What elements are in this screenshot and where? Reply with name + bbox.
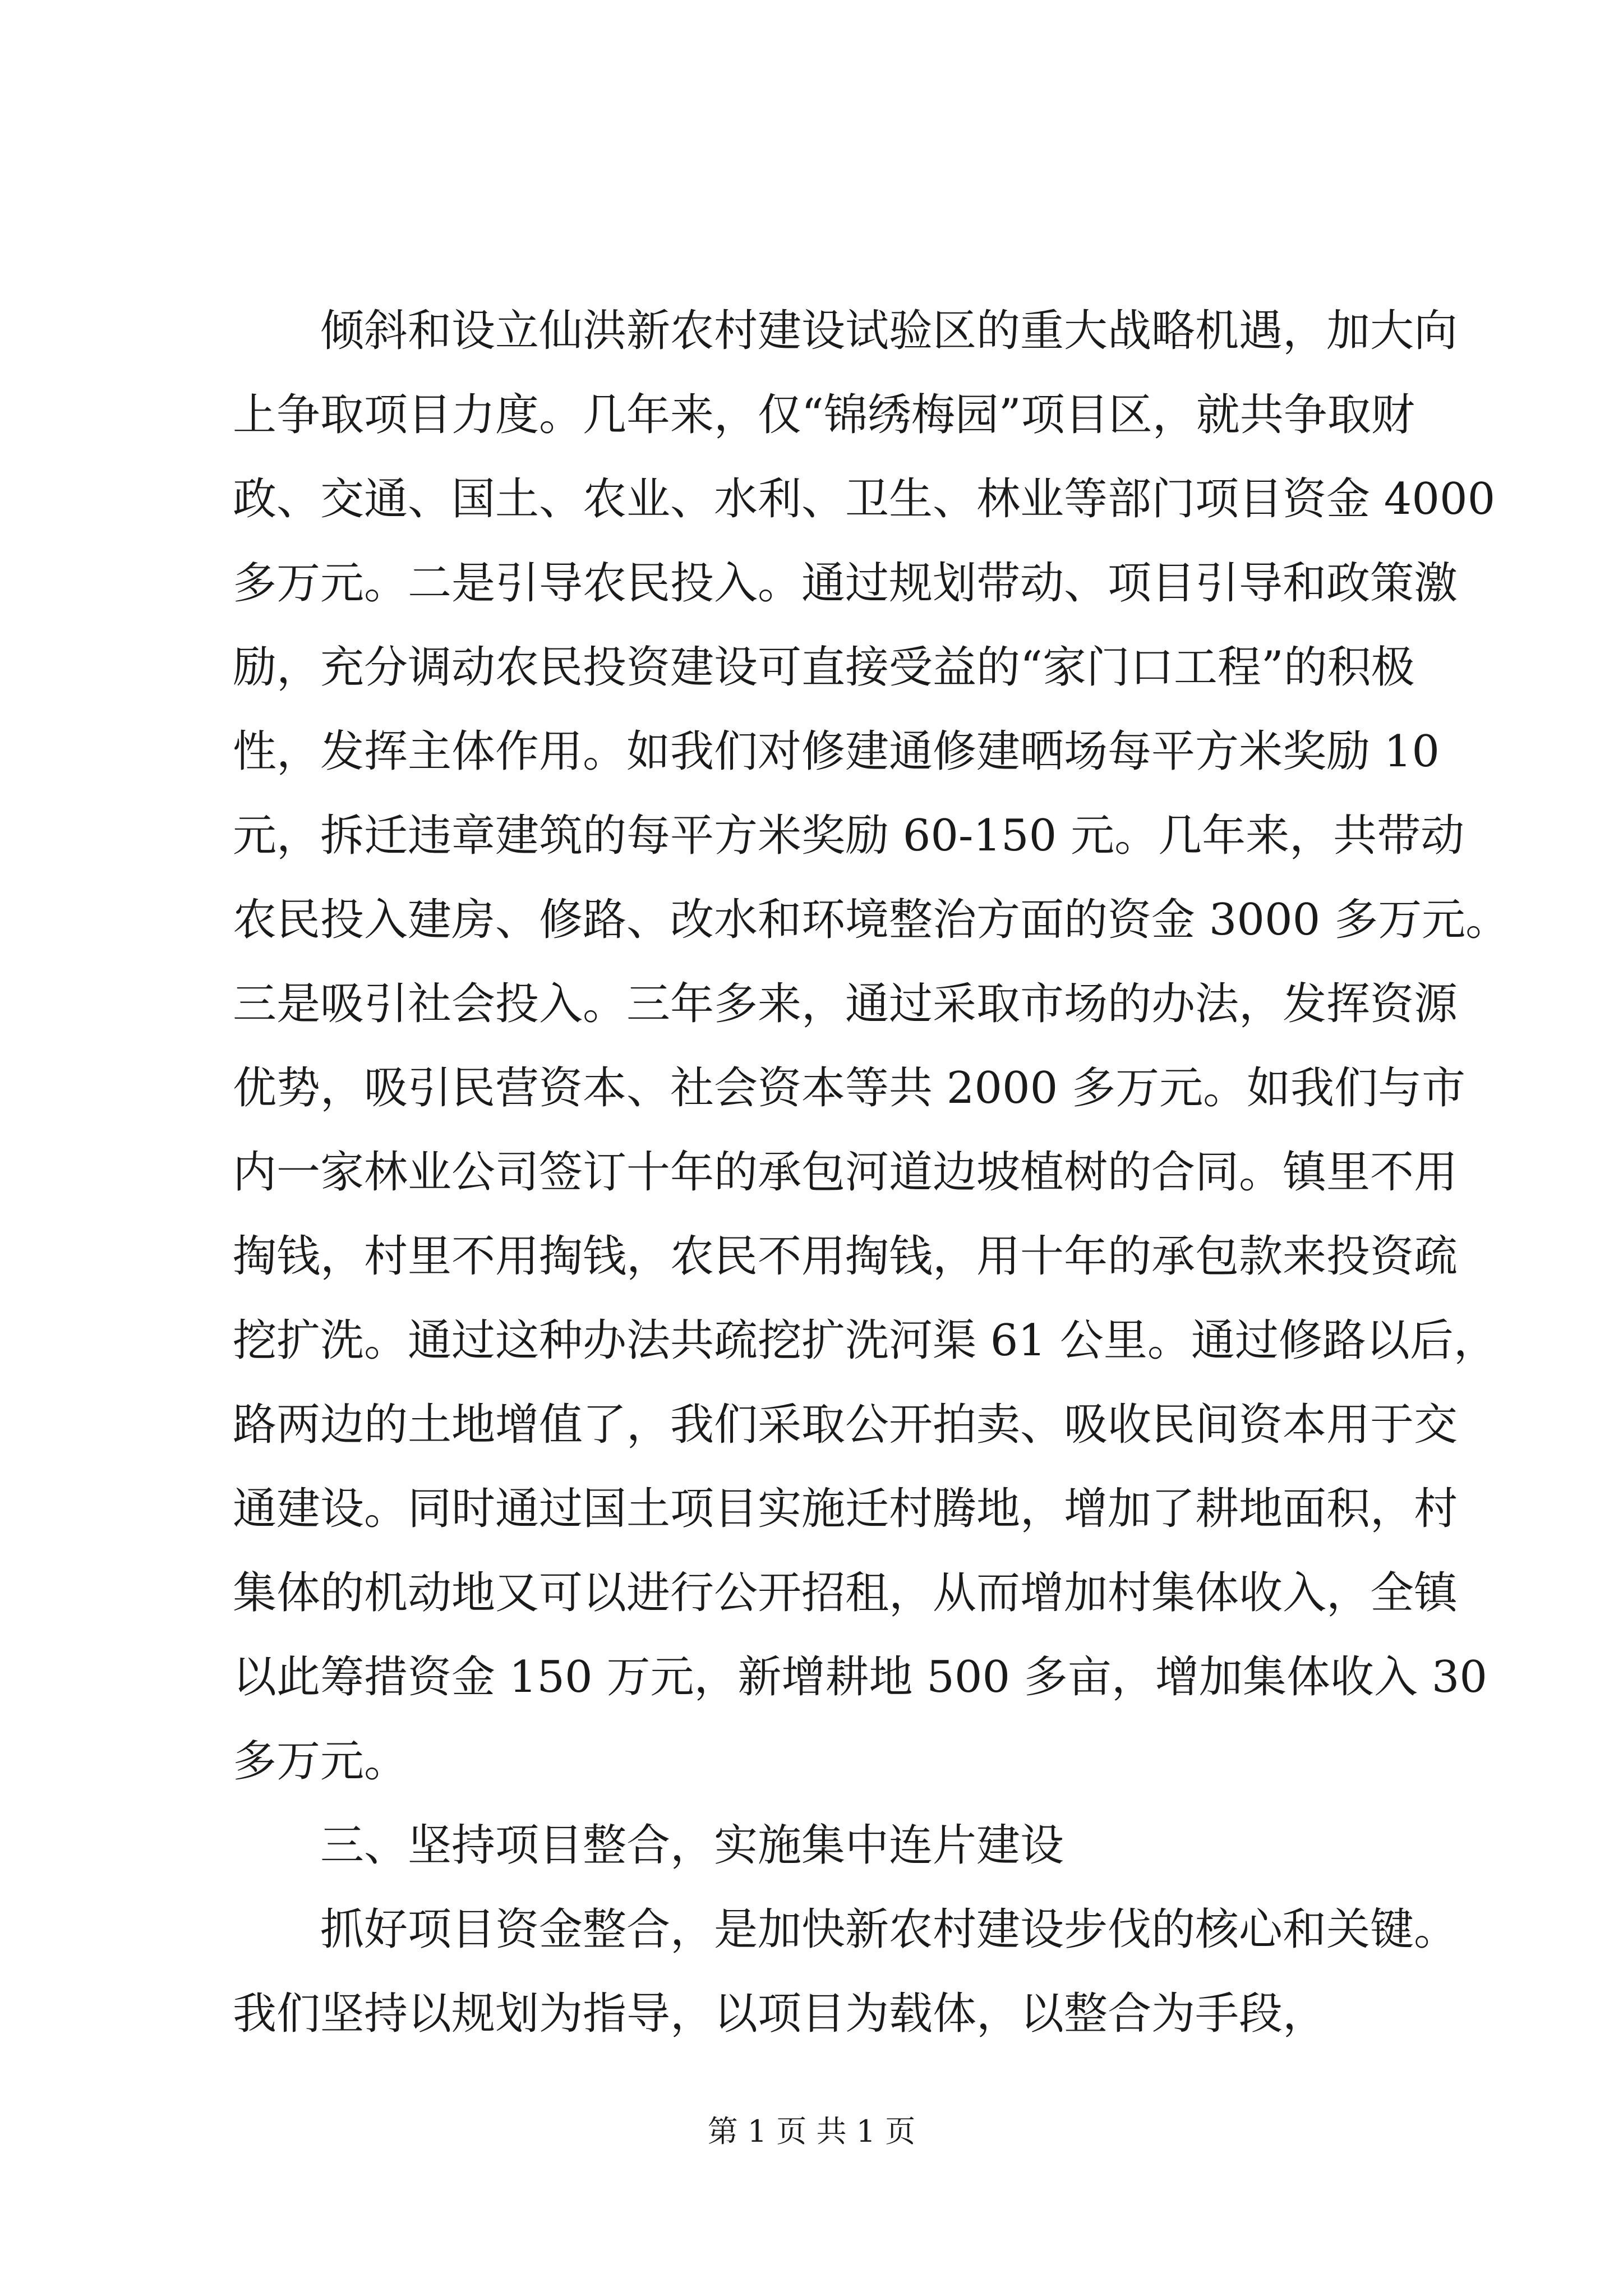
document-body (233, 289, 1510, 2056)
text-line: 挖扩洗。通过这种办法共疏挖扩洗河渠 61 公里。通过修路以后， (233, 1315, 1497, 1366)
text-line: 我们坚持以规划为指导，以项目为载体，以整合为手段， (233, 1989, 1327, 2039)
text-line: 政、交通、国土、农业、水利、卫生、林业等部门项目资金 4000 (233, 474, 1496, 524)
text-line: 抓好项目资金整合，是加快新农村建设步伐的核心和关键。 (320, 1904, 1458, 1955)
text-line: 性，发挥主体作用。如我们对修建通修建晒场每平方米奖励 10 (233, 726, 1440, 777)
text-line: 倾斜和设立仙洪新农村建设试验区的重大战略机遇，加大向 (320, 306, 1458, 356)
text-line: 多万元。二是引导农民投入。通过规划带动、项目引导和政策激 (233, 558, 1458, 609)
text-line: 掏钱，村里不用掏钱，农民不用掏钱，用十年的承包款来投资疏 (233, 1231, 1458, 1282)
text-line: 励，充分调动农民投资建设可直接受益的“家门口工程”的积极 (233, 642, 1415, 693)
text-line: 优势，吸引民营资本、社会资本等共 2000 多万元。如我们与市 (233, 1063, 1466, 1114)
text-line: 通建设。同时通过国土项目实施迁村腾地，增加了耕地面积，村 (233, 1484, 1458, 1534)
text-line: 多万元。 (233, 1736, 408, 1787)
text-line: 农民投入建房、修路、改水和环境整治方面的资金 3000 多万元。 (233, 895, 1510, 945)
section-heading: 三、坚持项目整合，实施集中连片建设 (320, 1820, 1064, 1871)
page-number: 第 1 页 共 1 页 (707, 2114, 916, 2149)
text-line: 上争取项目力度。几年来，仅“锦绣梅园”项目区，就共争取财 (233, 390, 1415, 440)
text-line: 三是吸引社会投入。三年多来，通过采取市场的办法，发挥资源 (233, 979, 1458, 1029)
text-line: 路两边的土地增值了，我们采取公开拍卖、吸收民间资本用于交 (233, 1400, 1458, 1450)
text-line: 内一家林业公司签订十年的承包河道边坡植树的合同。镇里不用 (233, 1147, 1458, 1198)
text-line: 集体的机动地又可以进行公开招租，从而增加村集体收入，全镇 (233, 1568, 1458, 1618)
text-line: 元，拆迁违章建筑的每平方米奖励 60-150 元。几年来，共带动 (233, 811, 1465, 861)
text-line: 以此筹措资金 150 万元，新增耕地 500 多亩，增加集体收入 30 (233, 1652, 1487, 1703)
